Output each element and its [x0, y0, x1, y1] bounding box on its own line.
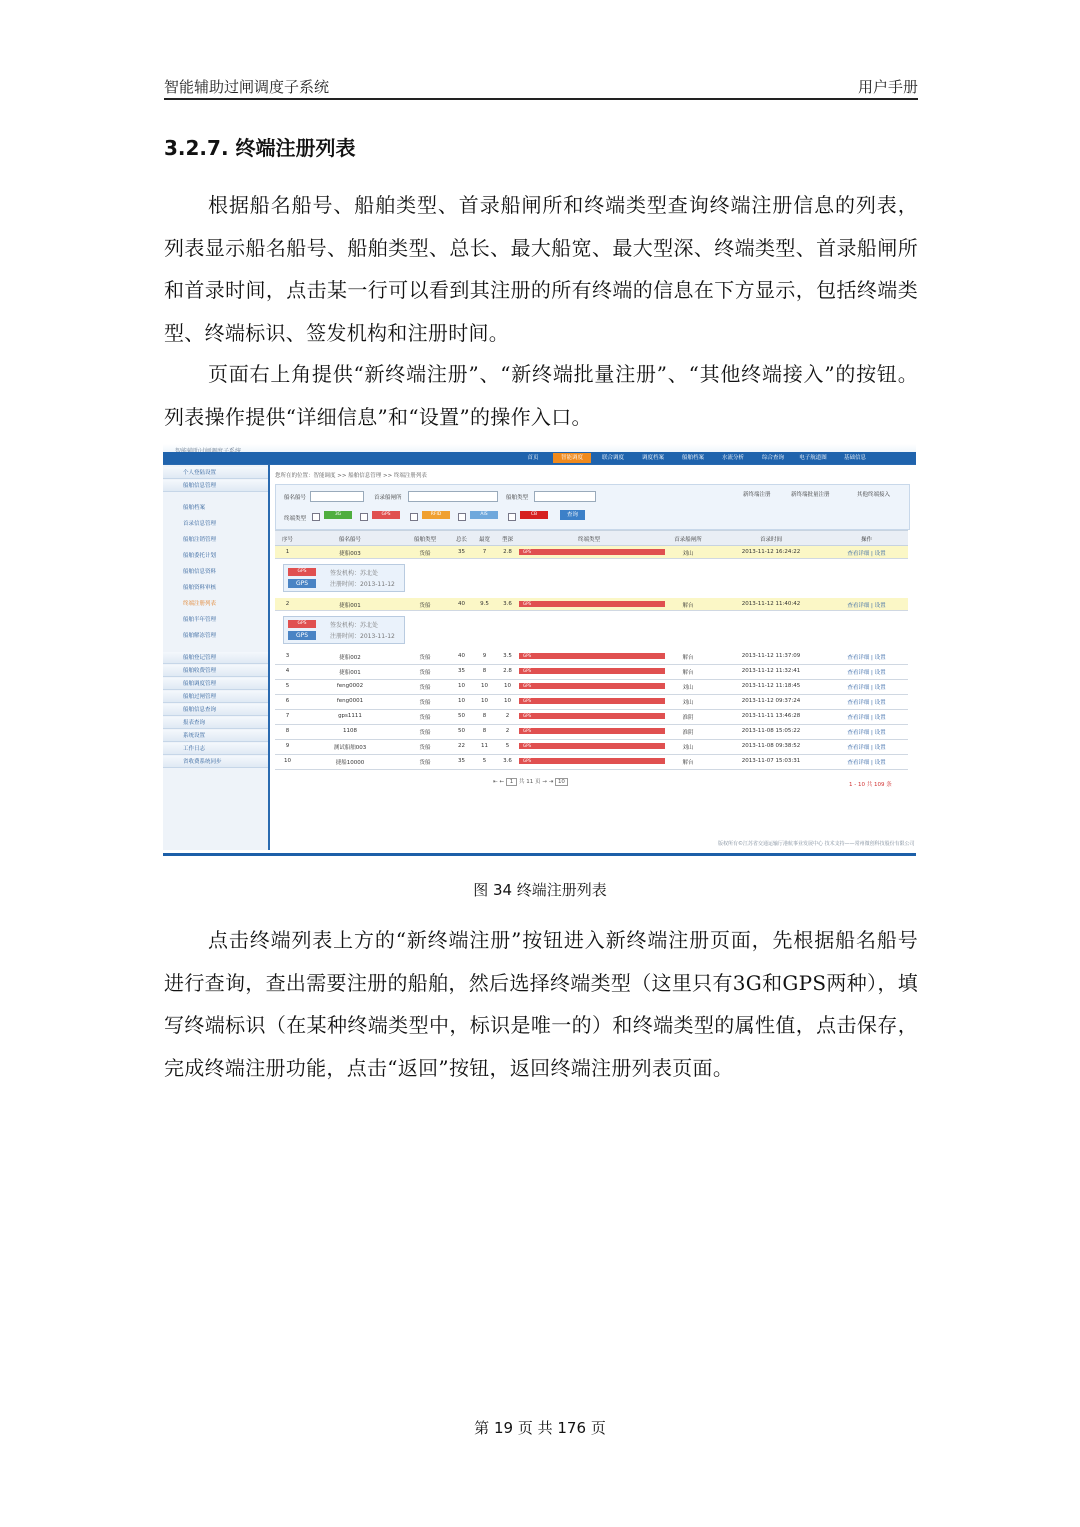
table-cell: gps1111: [338, 713, 362, 719]
page-header: [164, 76, 918, 100]
sidebar-item[interactable]: 省收费系统同步: [163, 756, 268, 768]
table-cell: feng0001: [336, 698, 364, 704]
nav-item-active[interactable]: 智能调度: [553, 453, 591, 463]
col-header: 序号: [281, 537, 293, 543]
term-tag-3g: 3G: [324, 511, 352, 519]
page-input[interactable]: 1: [506, 778, 518, 786]
nav-item[interactable]: 首页: [527, 455, 539, 461]
table-cell: 35: [458, 549, 465, 555]
row-actions[interactable]: 查看详细 | 设置: [847, 685, 886, 691]
row-actions[interactable]: 查看详细 | 设置: [847, 551, 886, 557]
table-row[interactable]: [275, 695, 908, 710]
new-terminal-button[interactable]: 新终端注册: [743, 492, 771, 498]
table-cell: 货船: [419, 670, 431, 676]
table-cell: 8: [482, 728, 487, 734]
checkbox[interactable]: [508, 513, 516, 521]
table-cell: 2.8: [503, 549, 512, 555]
col-header: 型深: [501, 537, 513, 543]
table-cell: 2.8: [503, 668, 512, 674]
table-cell: 10: [504, 683, 511, 689]
sidebar-subitem[interactable]: 船舶委托计划: [183, 553, 217, 559]
first-page-icon[interactable]: ⇤ ←: [493, 779, 504, 785]
term-tag-rfid: RFID: [422, 511, 450, 519]
table-cell: 刘山: [682, 700, 694, 706]
table-row[interactable]: [275, 740, 908, 755]
table-cell: 2013-11-12 11:18:45: [741, 683, 801, 689]
nav-item[interactable]: 联合调度: [601, 455, 624, 461]
col-header: 首录时间: [759, 537, 782, 543]
sidebar-item[interactable]: 船舶信息管理: [163, 480, 268, 492]
table-cell: 40: [458, 653, 465, 659]
table-cell: 淮阴: [682, 715, 694, 721]
row-actions[interactable]: 查看详细 | 设置: [847, 715, 886, 721]
table-cell: 刘山: [682, 745, 694, 751]
sidebar-subitem[interactable]: 船舶半年管理: [183, 617, 217, 623]
sidebar-item[interactable]: 系统设置: [163, 730, 268, 742]
detail-date: 注册时间：2013-11-12: [330, 581, 395, 588]
terminal-detail: [283, 564, 405, 592]
table-cell: 2013-11-12 11:32:41: [741, 668, 801, 674]
table-cell: GPS: [519, 668, 665, 674]
col-header: 总长: [455, 537, 467, 543]
table-cell: 货船: [419, 745, 431, 751]
col-header: 船名船号: [338, 537, 361, 543]
header-title: 智能辅助过闸调度子系统: [164, 78, 330, 96]
table-cell: 10: [481, 698, 488, 704]
sidebar-item[interactable]: 船舶过闸管理: [163, 691, 268, 703]
sidebar-subitem[interactable]: 船舶信息资料: [183, 569, 217, 575]
nav-item[interactable]: 电子航道图: [799, 455, 827, 461]
table-cell: 货船: [419, 603, 431, 609]
sidebar-item[interactable]: 报表查询: [163, 717, 268, 729]
row-actions[interactable]: 查看详细 | 设置: [847, 745, 886, 751]
footer-suffix: 页: [590, 1419, 606, 1437]
table-cell: 解台: [682, 603, 694, 609]
checkbox[interactable]: [312, 513, 320, 521]
paragraph-1: 根据船名船号、船舶类型、首录船闸所和终端类型查询终端注册信息的列表，列表显示船名船号、船舶类型、总长、最大船宽、最大型深、终端类型、首录船闸所和首录时间，点击某一行可以看到其注册的所有终端的信息在下方显示，包括终端类型、终端标识、签发机构和注册时间。: [164, 193, 918, 345]
paragraph-3: 点击终端列表上方的“新终端注册”按钮进入新终端注册页面，先根据船名船号进行查询，查出需要注册的船舶，然后选择终端类型（这里只有3G和GPS两种），填写终端标识（在某种终端类型中，标识是唯一的）和终端类型的属性值，点击保存，完成终端注册功能，点击“返回”按钮，返回终端注册列表页面。: [164, 928, 918, 1080]
col-header: 操作: [860, 537, 872, 543]
total-pages: 共 11 页: [518, 779, 541, 785]
row-actions[interactable]: 查看详细 | 设置: [847, 603, 886, 609]
sidebar-subitem[interactable]: 首录信息管理: [183, 521, 217, 527]
table-cell: 10: [284, 758, 291, 764]
count-total: 共 109 条: [866, 782, 892, 788]
row-actions[interactable]: 查看详细 | 设置: [847, 760, 886, 766]
table-cell: 6: [285, 698, 290, 704]
table-cell: 40: [458, 601, 465, 607]
table-cell: 解台: [682, 670, 694, 676]
table-cell: 捷船003: [339, 551, 361, 557]
detail-type: GPS: [288, 631, 316, 640]
table-cell: 3.6: [503, 601, 512, 607]
table-cell: GPS: [519, 549, 665, 555]
pager: [493, 777, 568, 785]
row-actions[interactable]: 查看详细 | 设置: [847, 655, 886, 661]
terminal-detail: [283, 616, 405, 644]
table-cell: 捷船10000: [335, 760, 365, 766]
figure-caption: 图 34 终端注册列表: [473, 881, 607, 899]
page-number: 19: [493, 1419, 514, 1437]
other-terminal-button[interactable]: 其他终端接入: [857, 492, 891, 498]
table-cell: 2: [505, 713, 510, 719]
nav-item[interactable]: 基础信息: [843, 455, 866, 461]
table-cell: 2013-11-07 15:03:31: [741, 758, 801, 764]
table-cell: 8: [482, 713, 487, 719]
table-row[interactable]: [275, 546, 908, 559]
table-cell: 2013-11-12 09:37:24: [741, 698, 801, 704]
table-cell: 测试船舶003: [333, 745, 367, 751]
sidebar-item[interactable]: 船舶调度管理: [163, 678, 268, 690]
footer-mid: 页 共: [517, 1419, 553, 1437]
table-cell: 货船: [419, 685, 431, 691]
table-cell: 35: [458, 758, 465, 764]
table-cell: 3.6: [503, 758, 512, 764]
table-cell: 1108: [343, 728, 357, 734]
header-doc-type: 用户手册: [857, 78, 918, 96]
lock-label: 首录船闸所: [374, 495, 402, 501]
table-cell: 货船: [419, 655, 431, 661]
table-cell: 35: [458, 668, 465, 674]
table-row[interactable]: [275, 598, 908, 611]
sidebar-subitem[interactable]: 船舶解冻管理: [183, 633, 217, 639]
detail-tag: GPS: [288, 568, 316, 576]
detail-date: 注册时间：2013-11-12: [330, 633, 395, 640]
nav-item[interactable]: 水流分析: [721, 455, 744, 461]
last-page-icon[interactable]: → ⇥: [542, 779, 554, 785]
ship-type-select[interactable]: [534, 491, 596, 502]
table-cell: 9: [285, 743, 290, 749]
table-cell: 货船: [419, 760, 431, 766]
nav-item[interactable]: 调度档案: [641, 455, 664, 461]
table-cell: 刘山: [682, 551, 694, 557]
table-cell: 10: [458, 683, 465, 689]
table-row[interactable]: [275, 755, 908, 770]
detail-org: 签发机构：苏北处: [330, 622, 379, 629]
table-cell: 1: [285, 549, 290, 555]
table-cell: 8: [285, 728, 290, 734]
checkbox[interactable]: [360, 513, 368, 521]
paragraph-2: 页面右上角提供“新终端注册”、“新终端批量注册”、“其他终端接入”的按钮。列表操作提供“详细信息”和“设置”的操作入口。: [164, 362, 918, 429]
table-header: [275, 530, 908, 546]
total-pages: 176: [557, 1419, 587, 1437]
lock-select[interactable]: [408, 491, 498, 502]
sidebar-item[interactable]: 船舶收费管理: [163, 665, 268, 677]
copyright: 版权所有©江苏省交通运输厅港航事业发展中心 技术支持——常州微创科技股份有限公司: [718, 841, 915, 847]
table-row[interactable]: [275, 665, 908, 680]
table-cell: 货船: [419, 700, 431, 706]
col-header: 终端类型: [577, 537, 600, 543]
sidebar: [163, 465, 270, 850]
sidebar-subitem[interactable]: 船舶资料审核: [183, 585, 217, 591]
table-cell: 22: [458, 743, 465, 749]
row-actions[interactable]: 查看详细 | 设置: [847, 670, 886, 676]
col-header: 船舶类型: [413, 537, 436, 543]
table-cell: 3.5: [503, 653, 512, 659]
page-size-select[interactable]: 10: [555, 778, 568, 786]
record-count: [849, 780, 892, 788]
table-cell: 2013-11-12 16:24:22: [741, 549, 801, 555]
breadcrumb: 您所在的位置：智能调度 >> 船舶信息管理 >> 终端注册列表: [275, 473, 427, 479]
table-cell: 8: [482, 668, 487, 674]
detail-org: 签发机构：苏北处: [330, 570, 379, 577]
table-cell: 解台: [682, 760, 694, 766]
table-cell: 2: [505, 728, 510, 734]
table-cell: 解台: [682, 655, 694, 661]
table-row[interactable]: [275, 725, 908, 740]
checkbox[interactable]: [458, 513, 466, 521]
search-button[interactable]: 查询: [560, 510, 585, 520]
detail-tag: GPS: [288, 620, 316, 628]
table-cell: 5: [285, 683, 290, 689]
table-cell: 货船: [419, 551, 431, 557]
sidebar-item[interactable]: 工作日志: [163, 743, 268, 755]
nav-item[interactable]: 综合查询: [761, 455, 784, 461]
table-cell: 刘山: [682, 685, 694, 691]
table-cell: GPS: [519, 698, 665, 704]
table-cell: GPS: [519, 743, 665, 749]
row-actions[interactable]: 查看详细 | 设置: [847, 730, 886, 736]
table-cell: GPS: [519, 683, 665, 689]
term-tag-cb: CB: [520, 511, 548, 519]
table-cell: 11: [481, 743, 488, 749]
table-cell: 2013-11-08 15:05:22: [741, 728, 801, 734]
row-actions[interactable]: 查看详细 | 设置: [847, 700, 886, 706]
table-cell: 捷船002: [339, 655, 361, 661]
term-type-label: 终端类型: [284, 516, 307, 522]
table-cell: 4: [285, 668, 290, 674]
table-cell: 10: [481, 683, 488, 689]
sidebar-item[interactable]: 船舶信息查询: [163, 704, 268, 716]
detail-type: GPS: [288, 579, 316, 588]
table-cell: 7: [285, 713, 290, 719]
table-cell: 捷船001: [339, 603, 361, 609]
footer-prefix: 第: [474, 1419, 490, 1437]
term-tag-gps: GPS: [372, 511, 400, 519]
table-cell: 9: [482, 653, 487, 659]
term-tag-ais: AIS: [470, 511, 498, 519]
ship-name-input[interactable]: [310, 491, 364, 502]
table-cell: 50: [458, 713, 465, 719]
table-cell: 2: [285, 601, 290, 607]
nav-item[interactable]: 船舶档案: [681, 455, 704, 461]
sidebar-item[interactable]: 个人登陆设置: [163, 467, 268, 479]
table-cell: 货船: [419, 730, 431, 736]
table-cell: 2013-11-11 13:46:28: [741, 713, 801, 719]
checkbox[interactable]: [410, 513, 418, 521]
sidebar-subitem[interactable]: 船舶注销管理: [183, 537, 217, 543]
sidebar-subitem-active[interactable]: 终端注册列表: [183, 601, 217, 607]
table-cell: GPS: [519, 728, 665, 734]
count-range: 1 - 10: [849, 782, 865, 788]
table-cell: GPS: [519, 758, 665, 764]
table-cell: 7: [482, 549, 487, 555]
table-cell: 2013-11-08 09:38:52: [741, 743, 801, 749]
batch-register-button[interactable]: 新终端批量注册: [791, 492, 830, 498]
table-cell: 淮阴: [682, 730, 694, 736]
table-cell: GPS: [519, 601, 665, 607]
sidebar-item[interactable]: 船舶登记管理: [163, 652, 268, 664]
col-header: 最宽: [478, 537, 490, 543]
table-row[interactable]: [275, 710, 908, 725]
table-cell: 5: [482, 758, 487, 764]
table-cell: 2013-11-12 11:40:42: [741, 601, 801, 607]
table-cell: 2013-11-12 11:37:09: [741, 653, 801, 659]
table-cell: 5: [505, 743, 510, 749]
table-cell: 10: [504, 698, 511, 704]
col-header: 首录船闸所: [674, 537, 702, 543]
figure-screenshot: [163, 444, 916, 856]
page-footer: [0, 1417, 1080, 1438]
table-cell: feng0002: [336, 683, 364, 689]
table-cell: 3: [285, 653, 290, 659]
app-nav: [163, 452, 916, 464]
table-cell: 9.5: [480, 601, 489, 607]
table-row[interactable]: [275, 680, 908, 695]
table-cell: 捷船001: [339, 670, 361, 676]
table-cell: 10: [458, 698, 465, 704]
ship-type-label: 船舶类型: [506, 495, 529, 501]
ship-name-label: 船名船号: [284, 495, 307, 501]
table-cell: GPS: [519, 713, 665, 719]
section-title: 3.2.7. 终端注册列表: [164, 136, 356, 160]
table-cell: GPS: [519, 653, 665, 659]
sidebar-subitem[interactable]: 船舶档案: [183, 505, 206, 511]
table-cell: 货船: [419, 715, 431, 721]
table-cell: 50: [458, 728, 465, 734]
table-row[interactable]: [275, 650, 908, 665]
